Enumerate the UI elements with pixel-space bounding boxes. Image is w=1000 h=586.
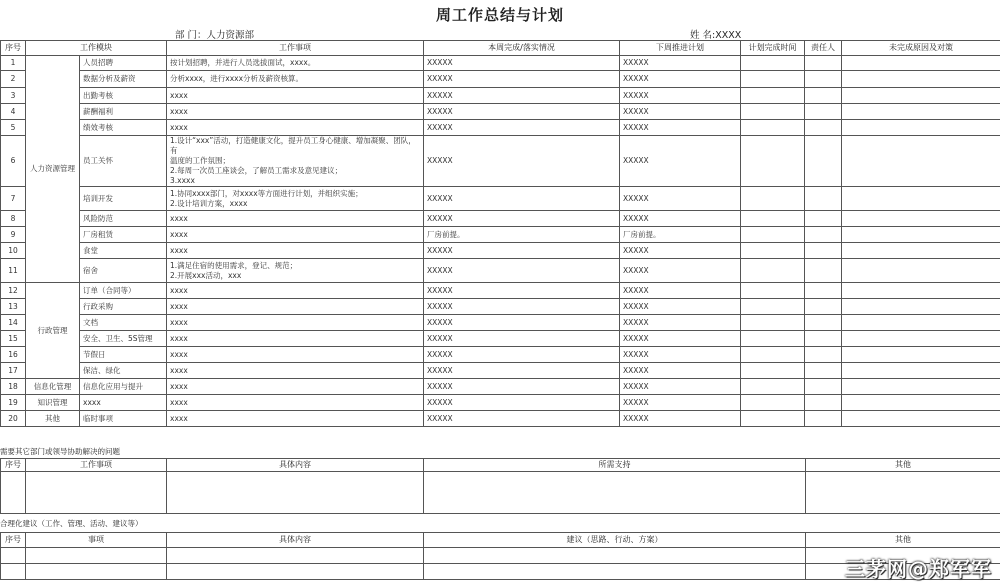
due-date[interactable] (741, 259, 805, 283)
suggest-header-item: 事项 (26, 533, 167, 548)
table-row (1, 88, 1000, 104)
header-module: 工作模块 (26, 41, 167, 56)
next-plan[interactable]: XXXXX (620, 411, 741, 427)
reason[interactable] (842, 299, 1000, 315)
owner[interactable] (805, 211, 842, 227)
owner[interactable] (805, 331, 842, 347)
table-row (1, 71, 1000, 88)
next-plan[interactable]: XXXXX (620, 363, 741, 379)
reason[interactable] (842, 363, 1000, 379)
header-due: 计划完成时间 (741, 41, 805, 56)
sub-module: 薪酬福利 (80, 104, 167, 120)
table-row (1, 211, 1000, 227)
report-table (0, 40, 1000, 427)
table-row (1, 56, 1000, 71)
item-desc[interactable]: xxxx (167, 315, 424, 331)
reason[interactable] (842, 379, 1000, 395)
done-status[interactable]: XXXXX (424, 379, 620, 395)
item-desc[interactable]: 分析xxxx，进行xxxx分析及薪资核算。 (167, 71, 424, 88)
table-row (1, 299, 1000, 315)
item-desc[interactable] (167, 136, 424, 187)
owner[interactable] (805, 347, 842, 363)
row-number: 8 (1, 211, 26, 227)
done-status[interactable]: XXXXX (424, 347, 620, 363)
header-seq: 序号 (1, 41, 26, 56)
done-status[interactable]: XXXXX (424, 411, 620, 427)
done-status[interactable]: XXXXX (424, 395, 620, 411)
sub-module: 文档 (80, 315, 167, 331)
sub-module: 数据分析及薪资 (80, 71, 167, 88)
reason[interactable] (842, 187, 1000, 211)
row-number: 10 (1, 243, 26, 259)
done-status[interactable]: XXXXX (424, 104, 620, 120)
table-row (1, 347, 1000, 363)
reason[interactable] (842, 411, 1000, 427)
table-row (1, 411, 1000, 427)
due-date[interactable] (741, 395, 805, 411)
module-cell: 信息化管理 (26, 379, 80, 395)
help-header-row (1, 459, 1000, 472)
item-desc[interactable]: 按计划招聘，并进行人员选拔面试，xxxx。 (167, 56, 424, 71)
sub-module: 厂房租赁 (80, 227, 167, 243)
desc-line: 1.满足住宿的使用需求，登记、规范； (170, 260, 298, 270)
next-plan[interactable]: 厂房前提。 (620, 227, 741, 243)
item-desc[interactable]: xxxx (167, 363, 424, 379)
row-number: 18 (1, 379, 26, 395)
sub-module: 风险防范 (80, 211, 167, 227)
item-desc[interactable]: xxxx (167, 120, 424, 136)
module-cell: 其他 (26, 411, 80, 427)
department-label: 部 门：人力资源部 (175, 30, 255, 41)
owner[interactable] (805, 187, 842, 211)
due-date[interactable] (741, 71, 805, 88)
help-header-remark: 其他 (806, 459, 1000, 472)
header-reason: 未完成原因及对策 (842, 41, 1000, 56)
done-status[interactable]: XXXXX (424, 315, 620, 331)
row-number: 14 (1, 315, 26, 331)
sub-module: 保洁、绿化 (80, 363, 167, 379)
sub-module: 临时事项 (80, 411, 167, 427)
row-number: 15 (1, 331, 26, 347)
due-date[interactable] (741, 347, 805, 363)
table-row (1, 379, 1000, 395)
owner[interactable] (805, 411, 842, 427)
reason[interactable] (842, 331, 1000, 347)
item-desc[interactable]: xxxx (167, 88, 424, 104)
done-status[interactable]: XXXXX (424, 363, 620, 379)
item-desc[interactable]: xxxx (167, 104, 424, 120)
help-header-content: 具体内容 (167, 459, 424, 472)
item-desc[interactable]: xxxx (167, 395, 424, 411)
due-date[interactable] (741, 56, 805, 71)
done-status[interactable]: XXXXX (424, 136, 620, 187)
header-next: 下周推进计划 (620, 41, 741, 56)
sub-module: xxxx (80, 395, 167, 411)
next-plan[interactable]: XXXXX (620, 136, 741, 187)
reason[interactable] (842, 136, 1000, 187)
reason[interactable] (842, 315, 1000, 331)
due-date[interactable] (741, 104, 805, 120)
header-done: 本周完成/落实情况 (424, 41, 620, 56)
due-date[interactable] (741, 187, 805, 211)
next-plan[interactable]: XXXXX (620, 88, 741, 104)
desc-line: 温度的工作氛围； (170, 156, 230, 165)
sub-module: 培训开发 (80, 187, 167, 211)
done-status[interactable]: XXXXX (424, 211, 620, 227)
done-status[interactable]: XXXXX (424, 331, 620, 347)
desc-line: 2.开展xxx活动，xxx (170, 270, 242, 280)
owner[interactable] (805, 56, 842, 71)
suggest-header-row (1, 533, 1000, 548)
done-status[interactable]: XXXXX (424, 299, 620, 315)
reason[interactable] (842, 56, 1000, 71)
owner[interactable] (805, 299, 842, 315)
done-status[interactable]: XXXXX (424, 243, 620, 259)
reason[interactable] (842, 259, 1000, 283)
row-number: 11 (1, 259, 26, 283)
sub-module: 员工关怀 (80, 136, 167, 187)
next-plan[interactable]: XXXXX (620, 104, 741, 120)
desc-line: 1.设计“xxx”活动，打造健康文化，提升员工身心健康、增加凝聚、团队，有 (170, 136, 416, 155)
table-row (1, 363, 1000, 379)
next-plan[interactable]: XXXXX (620, 187, 741, 211)
header-item: 工作事项 (167, 41, 424, 56)
owner[interactable] (805, 315, 842, 331)
owner[interactable] (805, 136, 842, 187)
help-table (0, 458, 1000, 514)
table-row (1, 331, 1000, 347)
table-row (1, 187, 1000, 211)
item-desc[interactable]: xxxx (167, 411, 424, 427)
header-owner: 责任人 (805, 41, 842, 56)
owner[interactable] (805, 71, 842, 88)
item-desc[interactable]: xxxx (167, 283, 424, 299)
next-plan[interactable]: XXXXX (620, 315, 741, 331)
suggest-header-remark: 其他 (806, 533, 1000, 548)
desc-line: 2.设计培训方案，xxxx (170, 198, 248, 208)
owner[interactable] (805, 104, 842, 120)
table-row (1, 120, 1000, 136)
reason[interactable] (842, 395, 1000, 411)
table-row (1, 395, 1000, 411)
next-plan[interactable]: XXXXX (620, 243, 741, 259)
due-date[interactable] (741, 331, 805, 347)
row-number: 1 (1, 56, 26, 71)
module-cell: 人力资源管理 (26, 56, 80, 283)
row-number: 20 (1, 411, 26, 427)
reason[interactable] (842, 211, 1000, 227)
table-row (1, 227, 1000, 243)
due-date[interactable] (741, 136, 805, 187)
next-plan[interactable]: XXXXX (620, 299, 741, 315)
sub-module: 订单（合同等） (80, 283, 167, 299)
row-number: 7 (1, 187, 26, 211)
item-desc[interactable]: xxxx (167, 347, 424, 363)
due-date[interactable] (741, 211, 805, 227)
owner[interactable] (805, 227, 842, 243)
reason[interactable] (842, 104, 1000, 120)
sub-module: 绩效考核 (80, 120, 167, 136)
next-plan[interactable]: XXXXX (620, 395, 741, 411)
next-plan[interactable]: XXXXX (620, 211, 741, 227)
row-number: 4 (1, 104, 26, 120)
help-header-item: 工作事项 (26, 459, 167, 472)
row-number: 5 (1, 120, 26, 136)
due-date[interactable] (741, 299, 805, 315)
sub-module: 信息化应用与提升 (80, 379, 167, 395)
reason[interactable] (842, 347, 1000, 363)
table-header-row (1, 41, 1000, 56)
item-desc[interactable]: xxxx (167, 227, 424, 243)
name-label: 姓 名:XXXX (690, 30, 742, 41)
suggest-header-seq: 序号 (1, 533, 26, 548)
item-desc[interactable] (167, 187, 424, 211)
sub-module: 安全、卫生、5S管理 (80, 331, 167, 347)
help-empty-row[interactable] (1, 472, 1000, 514)
due-date[interactable] (741, 227, 805, 243)
next-plan[interactable]: XXXXX (620, 259, 741, 283)
row-number: 6 (1, 136, 26, 187)
item-desc[interactable] (167, 259, 424, 283)
table-row (1, 259, 1000, 283)
reason[interactable] (842, 120, 1000, 136)
table-row (1, 104, 1000, 120)
reason[interactable] (842, 88, 1000, 104)
desc-line: 1.协同xxxx部门，对xxxx等方面进行计划，并组织实施； (170, 188, 363, 198)
due-date[interactable] (741, 88, 805, 104)
row-number: 9 (1, 227, 26, 243)
table-row (1, 243, 1000, 259)
sub-module: 食堂 (80, 243, 167, 259)
done-status[interactable]: XXXXX (424, 120, 620, 136)
done-status[interactable]: XXXXX (424, 71, 620, 88)
help-header-seq: 序号 (1, 459, 26, 472)
section-help-label: 需要其它部门或领导协助解决的问题 (0, 447, 120, 456)
row-number: 19 (1, 395, 26, 411)
row-number: 3 (1, 88, 26, 104)
row-number: 16 (1, 347, 26, 363)
item-desc[interactable]: xxxx (167, 211, 424, 227)
module-cell: 知识管理 (26, 395, 80, 411)
sub-module: 行政采购 (80, 299, 167, 315)
page-title: 周工作总结与计划 (435, 6, 564, 24)
reason[interactable] (842, 71, 1000, 88)
done-status[interactable]: XXXXX (424, 187, 620, 211)
owner[interactable] (805, 363, 842, 379)
item-desc[interactable]: xxxx (167, 331, 424, 347)
reason[interactable] (842, 283, 1000, 299)
next-plan[interactable]: XXXXX (620, 379, 741, 395)
suggest-header-suggest: 建议（思路、行动、方案） (424, 533, 806, 548)
owner[interactable] (805, 243, 842, 259)
due-date[interactable] (741, 315, 805, 331)
suggest-header-content: 具体内容 (167, 533, 424, 548)
due-date[interactable] (741, 363, 805, 379)
item-desc[interactable]: xxxx (167, 379, 424, 395)
done-status[interactable]: XXXXX (424, 283, 620, 299)
module-cell: 行政管理 (26, 283, 80, 379)
sub-module: 人员招聘 (80, 56, 167, 71)
done-status[interactable]: XXXXX (424, 56, 620, 71)
done-status[interactable]: XXXXX (424, 259, 620, 283)
owner[interactable] (805, 283, 842, 299)
due-date[interactable] (741, 283, 805, 299)
table-row (1, 315, 1000, 331)
section-suggest-label: 合理化建议（工作、管理、活动、建议等） (0, 519, 143, 528)
next-plan[interactable]: XXXXX (620, 56, 741, 71)
row-number: 12 (1, 283, 26, 299)
owner[interactable] (805, 120, 842, 136)
sub-module: 宿舍 (80, 259, 167, 283)
item-desc[interactable]: xxxx (167, 299, 424, 315)
owner[interactable] (805, 395, 842, 411)
next-plan[interactable]: XXXXX (620, 347, 741, 363)
next-plan[interactable]: XXXXX (620, 331, 741, 347)
table-row (1, 283, 1000, 299)
next-plan[interactable]: XXXXX (620, 71, 741, 88)
sub-module: 节假日 (80, 347, 167, 363)
row-number: 17 (1, 363, 26, 379)
desc-line: 2.每周一次员工座谈会，了解员工需求及意见建议； (170, 166, 343, 175)
desc-line: 3.xxxx (170, 176, 195, 185)
due-date[interactable] (741, 411, 805, 427)
next-plan[interactable]: XXXXX (620, 120, 741, 136)
reason[interactable] (842, 243, 1000, 259)
table-row (1, 136, 1000, 187)
reason[interactable] (842, 227, 1000, 243)
sub-module: 出勤考核 (80, 88, 167, 104)
owner[interactable] (805, 88, 842, 104)
item-desc[interactable]: xxxx (167, 243, 424, 259)
owner[interactable] (805, 379, 842, 395)
owner[interactable] (805, 259, 842, 283)
due-date[interactable] (741, 379, 805, 395)
done-status[interactable]: 厂房前提。 (424, 227, 620, 243)
done-status[interactable]: XXXXX (424, 88, 620, 104)
due-date[interactable] (741, 120, 805, 136)
due-date[interactable] (741, 243, 805, 259)
help-header-support: 所需支持 (424, 459, 806, 472)
row-number: 2 (1, 71, 26, 88)
next-plan[interactable]: XXXXX (620, 283, 741, 299)
row-number: 13 (1, 299, 26, 315)
watermark: 三茅网@郑军军 (845, 557, 992, 581)
